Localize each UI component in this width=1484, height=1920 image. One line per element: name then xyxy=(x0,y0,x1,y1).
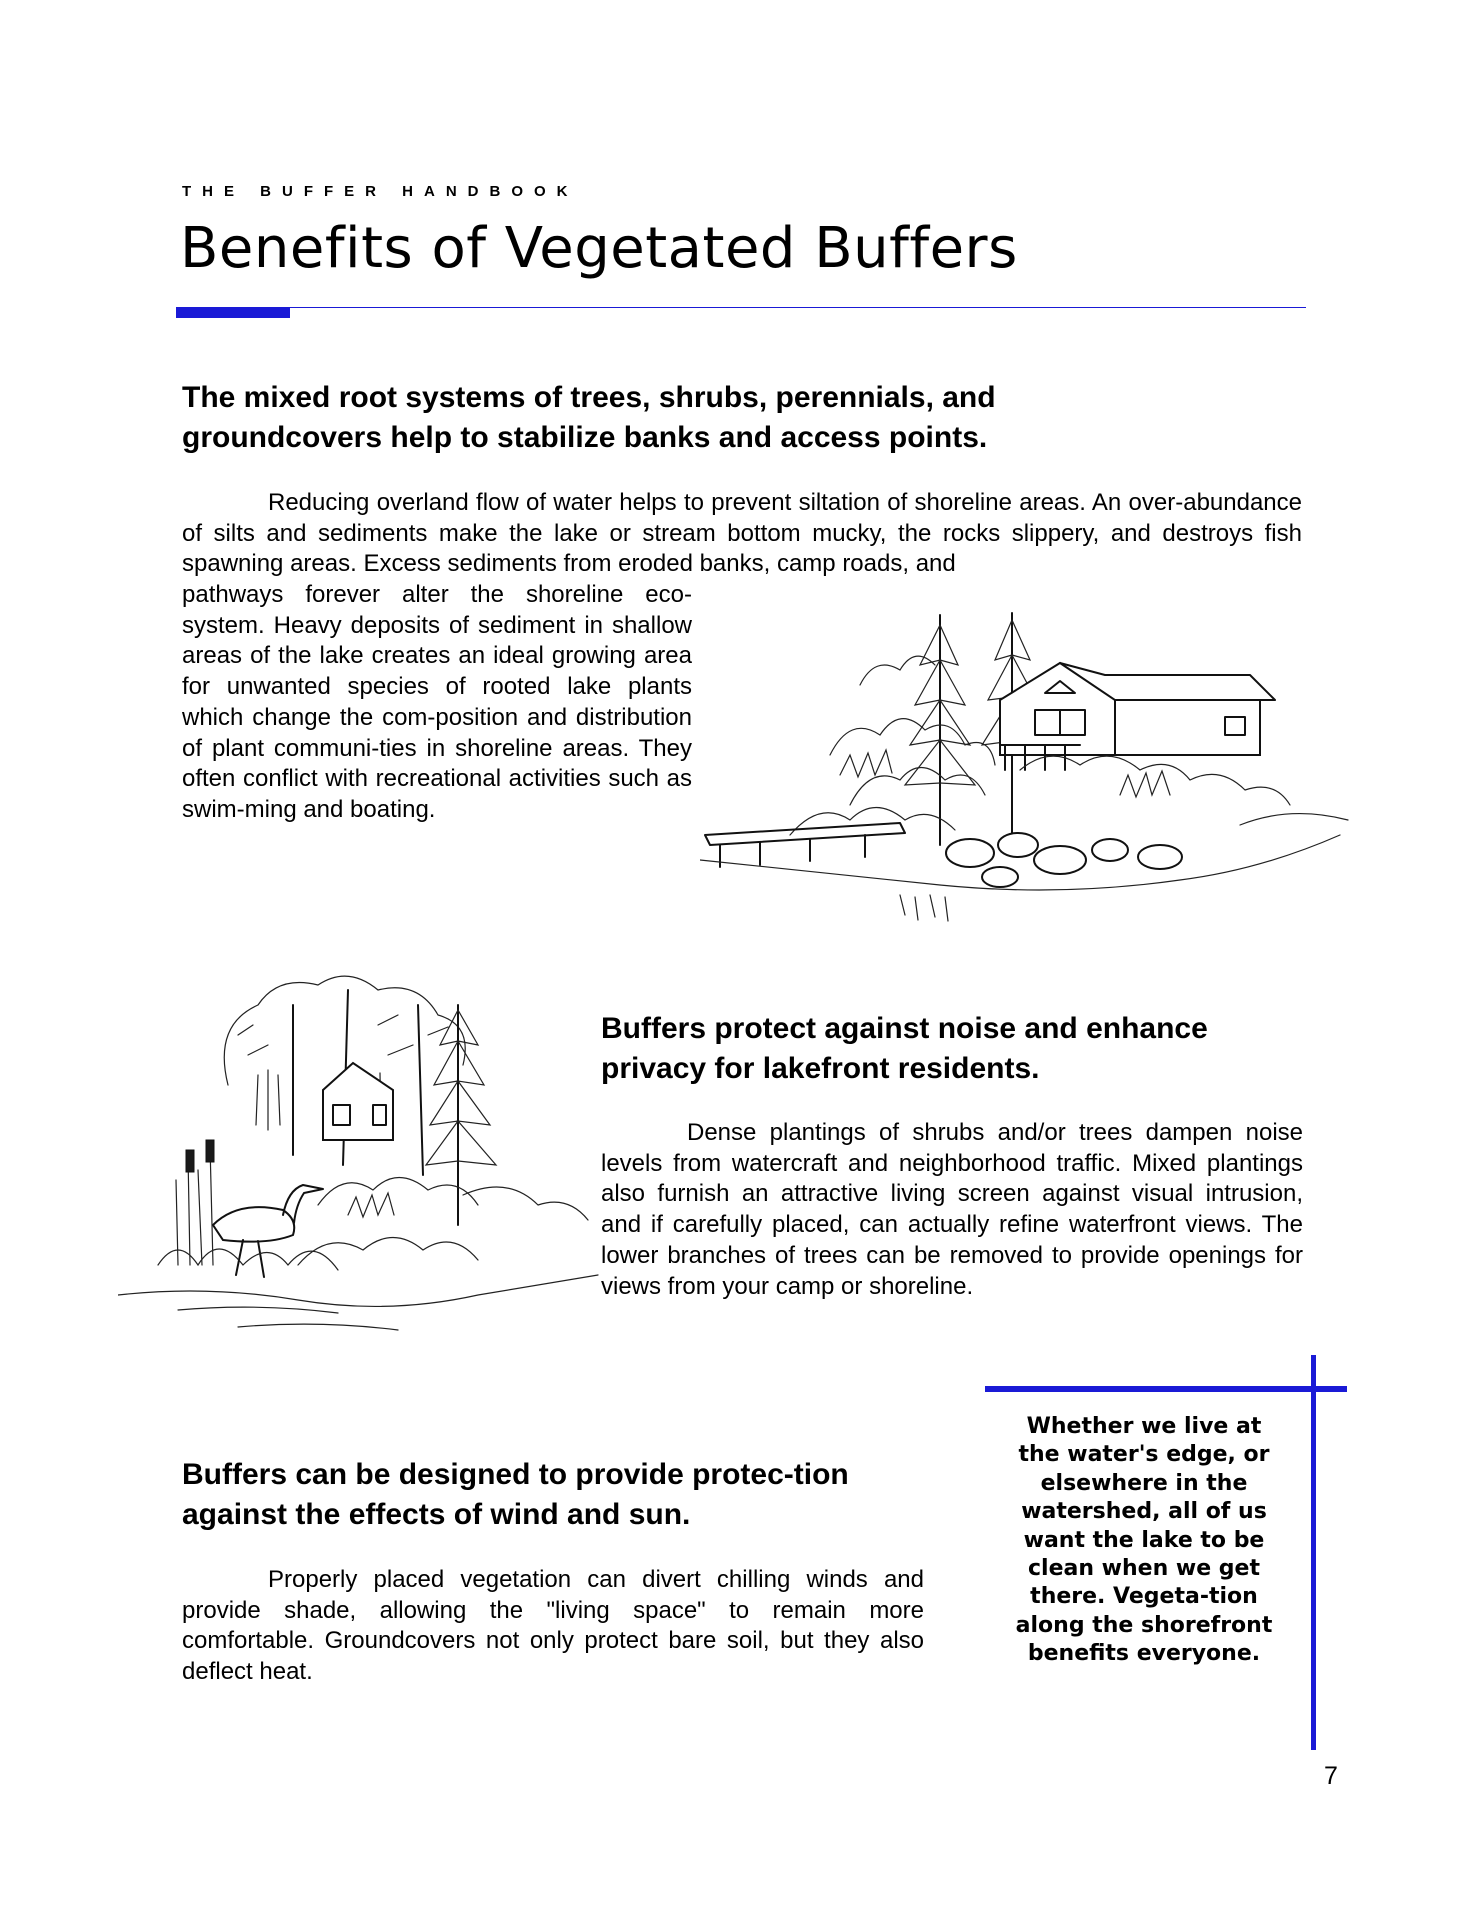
title-rule xyxy=(176,307,1306,308)
section-3-body-paragraph: Properly placed vegetation can divert chilling winds and provide shade, allowing the "living space" to remain more comfortable. Groundcovers not only protect bare soil, but they also deflect heat. xyxy=(182,1566,924,1686)
callout-quote: Whether we live at the water's edge, or elsewhere in the watershed, all of us want the lake to be clean when we get there. Vegeta-tion along the shorefront benefits everyone. xyxy=(1015,1414,1273,1667)
callout-vertical-rule xyxy=(1311,1355,1316,1750)
page-number: 7 xyxy=(1324,1762,1338,1790)
cabin-icon xyxy=(323,1063,393,1140)
shrub-foliage-icon xyxy=(298,1178,588,1266)
page-title: Benefits of Vegetated Buffers xyxy=(180,216,1018,281)
heron-bird-icon xyxy=(213,1185,323,1277)
section-1-heading: The mixed root systems of trees, shrubs, perennials, and groundcovers help to stabilize banks and access points. xyxy=(182,381,996,454)
title-accent-bar xyxy=(176,308,290,318)
callout-horizontal-rule xyxy=(985,1386,1347,1392)
heron-shore-illustration xyxy=(118,965,603,1350)
section-1-intro-paragraph: Reducing overland flow of water helps to prevent siltation of shoreline areas. An over-abundance of silts and sediments make the lake or stream bottom mucky, the rocks slippery, and destroys fish spawning areas. Excess sediments from eroded banks, camp roads, and xyxy=(182,489,1302,578)
rock-icon xyxy=(946,833,1182,887)
conifer-tree-icon xyxy=(426,1005,496,1225)
reeds-icon xyxy=(158,1140,338,1270)
running-head: THE BUFFER HANDBOOK xyxy=(182,183,579,200)
section-2-heading: Buffers protect against noise and enhance privacy for lakefront residents. xyxy=(601,1012,1208,1085)
house-icon xyxy=(1000,663,1275,770)
shoreline-icon xyxy=(118,1275,598,1330)
section-3-heading: Buffers can be designed to provide protec-tion against the effects of wind and sun. xyxy=(182,1458,849,1531)
section-1-body-paragraph: pathways forever alter the shoreline eco-system. Heavy deposits of sediment in shallow areas of the lake creates an ideal growing area for unwanted species of rooted lake plants which change the com-position and distribution of plant communi-ties in shoreline areas. They often conflict with recreational activities such as swim-ming and boating. xyxy=(182,581,692,823)
section-2-body-paragraph: Dense plantings of shrubs and/or trees dampen noise levels from watercraft and neighborhood traffic. Mixed plantings also furnish an attractive living screen against visual intrusion, and if carefully placed, can actually refine waterfront views. The lower branches of trees can be removed to provide openings for views from your camp or shoreline. xyxy=(601,1119,1303,1300)
dock-icon xyxy=(705,823,905,867)
lakeside-camp-illustration xyxy=(700,605,1350,930)
